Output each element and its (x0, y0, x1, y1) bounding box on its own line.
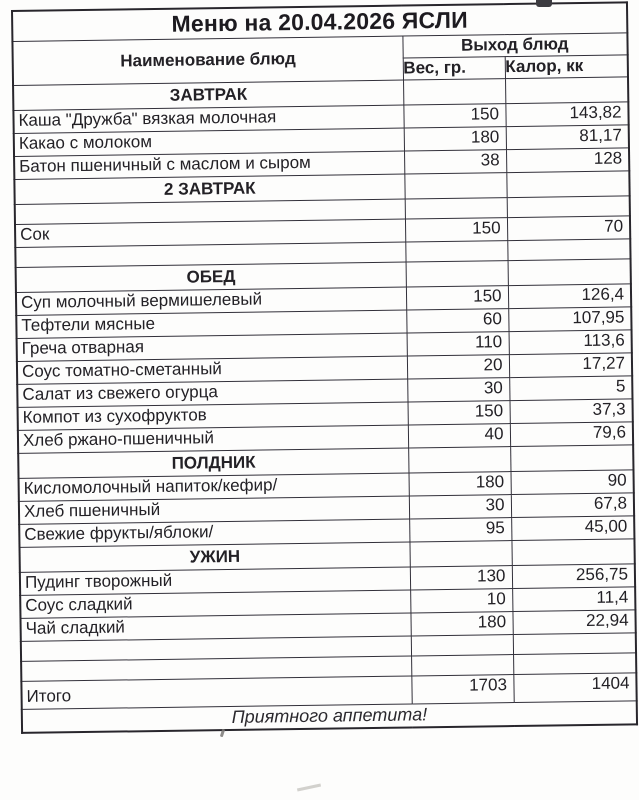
calories-cell: 22,94 (512, 609, 635, 634)
dish-name-cell: ЗАВТРАК (13, 80, 403, 110)
weight-cell: 150 (403, 103, 505, 127)
calories-cell (511, 538, 634, 565)
calories-cell (513, 652, 636, 674)
weight-cell: 95 (409, 517, 511, 541)
weight-cell: 180 (408, 471, 510, 495)
weight-cell (405, 197, 507, 218)
dish-name-cell: Какао с молоком (14, 128, 404, 156)
weight-cell (411, 634, 513, 655)
scan-artifact-top-blob (536, 0, 552, 7)
dish-name-cell: Греча отварная (17, 333, 407, 361)
calories-cell: 128 (506, 147, 629, 172)
dish-name-cell: Тефтели мясные (16, 310, 406, 338)
weight-cell (405, 240, 507, 261)
dish-name-cell: Соус сладкий (20, 589, 410, 617)
calories-cell: 79,6 (510, 421, 633, 446)
dish-name-cell: Компот из сухофруктов (18, 402, 408, 430)
scan-artifact-tick (220, 729, 225, 738)
weight-cell: 38 (404, 149, 506, 173)
dish-name-cell: УЖИН (19, 541, 409, 571)
weight-cell: 1703 (411, 674, 513, 703)
weight-cell (404, 172, 506, 198)
weight-cell: 20 (407, 354, 509, 378)
dish-name-cell: Соус томатно-сметанный (17, 356, 407, 384)
dish-name-cell: Суп молочный вермишелевый (16, 287, 406, 315)
weight-cell: 30 (407, 377, 509, 401)
weight-cell: 150 (408, 400, 510, 424)
weight-cell: 180 (410, 611, 512, 635)
calories-cell (505, 76, 628, 103)
column-header-dish-name: Наименование блюд (12, 36, 403, 85)
calories-cell: 107,95 (508, 306, 631, 331)
calories-cell: 256,75 (512, 563, 635, 588)
dish-name-cell: Хлеб ржано-пшеничный (18, 424, 408, 452)
calories-cell: 1404 (513, 672, 636, 702)
dish-name-cell: Пудинг творожный (20, 566, 410, 594)
dish-name-cell: Свежие фрукты/яблоки/ (19, 518, 409, 546)
dish-name-cell: ОБЕД (16, 262, 406, 292)
footer-message: Приятного аппетита! (22, 700, 637, 733)
dish-name-cell: Каша "Дружба" вязкая молочная (13, 105, 403, 133)
scan-artifact-dash (297, 784, 321, 792)
weight-cell: 60 (406, 308, 508, 332)
dish-name-cell: Батон пшеничный с маслом и сыром (14, 151, 404, 179)
calories-cell: 11,4 (512, 586, 635, 611)
weight-cell: 40 (408, 423, 510, 447)
dish-name-cell: Салат из свежего огурца (17, 379, 407, 407)
column-header-output-group: Выход блюд (402, 32, 627, 57)
calories-cell: 17,27 (509, 352, 632, 377)
calories-cell: 45,00 (511, 515, 634, 540)
calories-cell (506, 170, 629, 197)
calories-cell: 5 (509, 375, 632, 400)
weight-cell (408, 446, 510, 472)
weight-cell: 130 (410, 565, 512, 589)
dish-name-cell: Итого (21, 675, 411, 708)
page-title: Меню на 20.04.2026 ЯСЛИ (12, 2, 627, 41)
calories-cell: 113,6 (509, 329, 632, 354)
dish-name-cell: 2 ЗАВТРАК (14, 174, 404, 204)
calories-cell (507, 195, 630, 217)
column-header-calories: Калор, кк (505, 54, 628, 78)
calories-cell (510, 444, 633, 471)
weight-cell (403, 78, 505, 104)
weight-cell: 30 (409, 494, 511, 518)
weight-cell: 180 (404, 126, 506, 150)
menu-rows-body (13, 76, 637, 709)
dish-name-cell: ПОЛДНИК (18, 447, 408, 477)
dish-name-cell: Сок (15, 219, 405, 247)
weight-cell: 150 (405, 217, 507, 241)
dish-name-cell: Хлеб пшеничный (19, 495, 409, 523)
calories-cell (507, 238, 630, 260)
calories-cell: 81,17 (506, 124, 629, 149)
weight-cell: 110 (407, 331, 509, 355)
scanned-menu-sheet (11, 1, 636, 734)
column-header-weight: Вес, гр. (403, 56, 505, 79)
weight-cell (411, 654, 513, 675)
weight-cell: 150 (406, 285, 508, 309)
weight-cell (409, 540, 511, 566)
calories-cell: 67,8 (511, 492, 634, 517)
menu-table (11, 1, 638, 734)
calories-cell: 37,3 (509, 398, 632, 423)
calories-cell: 143,82 (505, 101, 628, 126)
dish-name-cell: Чай сладкий (20, 612, 410, 640)
dish-name-cell: Кисломолочный напиток/кефир/ (19, 472, 409, 500)
weight-cell: 10 (410, 588, 512, 612)
calories-cell: 126,4 (508, 283, 631, 308)
calories-cell: 70 (507, 215, 630, 240)
calories-cell (513, 632, 636, 654)
calories-cell (508, 258, 631, 285)
calories-cell: 90 (510, 469, 633, 494)
weight-cell (406, 260, 508, 286)
